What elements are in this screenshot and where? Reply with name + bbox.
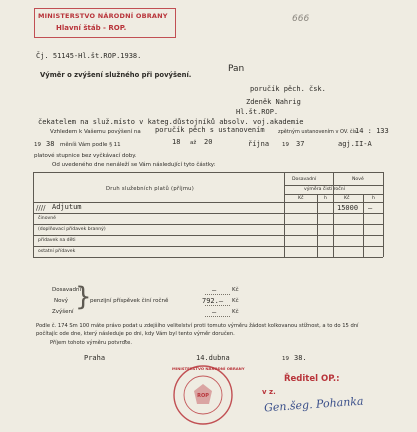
col-new: Nové bbox=[352, 177, 364, 182]
allowance-currency: Kč bbox=[232, 309, 239, 315]
col-new-kc: Kč bbox=[344, 196, 350, 201]
para-date-from: 18 bbox=[172, 138, 181, 146]
signature: Gen.šeg. Pohanka bbox=[263, 394, 364, 415]
allowance-change-label: Zvýšení bbox=[52, 309, 74, 315]
appeal-paragraph: Podle č. 174 Sm 100 máte právo podat u zdejšího velitelství proti tomuto výměru žádost kolkovanou stížnost, a to do 15 dní počítajíc ode dne, který následuje po dni, kdy Vám byl tento výměr doručen. bbox=[36, 323, 359, 337]
ov-number: 14 : 133 bbox=[355, 127, 389, 135]
allowance-change-value: — bbox=[212, 308, 217, 316]
addressee-line2: Zdeněk Nahrig bbox=[246, 98, 301, 106]
allowance-currency: Kč bbox=[232, 287, 239, 293]
col-before-h: h bbox=[324, 196, 327, 201]
month-year-pre: 19 bbox=[282, 142, 289, 148]
round-stamp-center: ROP bbox=[197, 393, 209, 399]
allowance-brace: } bbox=[75, 282, 92, 312]
round-stamp-text: MINISTERSTVO NÁRODNÍ OBRANY bbox=[172, 366, 245, 371]
payroll-text: platové stupnice bez vyčkávací doby. bbox=[34, 153, 137, 159]
promoted-pre: Vzhledem k Vašemu povýšení na bbox=[50, 129, 141, 135]
table-row-label: přídavek na děti bbox=[38, 238, 76, 243]
allowance-currency: Kč bbox=[232, 298, 239, 304]
addressee-line3: Hl.št.ROP. bbox=[236, 108, 279, 116]
receipt-text: Příjem tohoto výměru potvrďte. bbox=[50, 340, 132, 346]
col-before-kc: Kč bbox=[298, 196, 304, 201]
month-suffix: agj.II-A bbox=[338, 140, 372, 148]
table-row-label: Adjutum bbox=[52, 203, 82, 211]
addressee-line1: poručík pěch. čsk. bbox=[250, 85, 326, 93]
month-year: 37 bbox=[296, 140, 305, 148]
promoted-rank: poručík pěch s ustanovením bbox=[155, 126, 265, 134]
allowance-before-value: — bbox=[212, 286, 217, 294]
allowance-before-label: Dosavadní bbox=[52, 287, 81, 293]
issue-year: 38. bbox=[294, 354, 307, 362]
table-row-label: ostatní přídavek bbox=[38, 249, 76, 254]
promoted-post: zpětným ustanovením v OV. čís. bbox=[278, 129, 359, 135]
table-cell-new-kc: 15000 bbox=[337, 204, 359, 212]
table-row-label: (doplňovací přídavek branný) bbox=[38, 227, 106, 232]
table-cell-new-h: — bbox=[368, 204, 373, 212]
table-row-label: činovné bbox=[38, 216, 56, 221]
col-description: Druh služebních platů (příjmu) bbox=[106, 186, 195, 192]
strike-mark: //// bbox=[36, 204, 46, 212]
ministry-stamp-line1: MINISTERSTVO NÁRODNÍ OBRANY bbox=[38, 12, 168, 20]
director-stamp: Ředitel OP.: bbox=[284, 374, 340, 384]
city: Praha bbox=[84, 354, 106, 362]
document-title: Výměr o zvýšení služného při povýšení. bbox=[40, 71, 192, 79]
director-stamp-sub: v z. bbox=[262, 388, 276, 396]
para-date-sep: až bbox=[190, 140, 197, 146]
rank-sentence: čekatelem na služ.místo v kateg.důstojníků absolv. voj.akademie bbox=[38, 118, 304, 126]
col-new-h: h bbox=[372, 196, 375, 201]
paragraph-text: měníš Vám podle § 11 bbox=[60, 142, 121, 148]
para-date-to: 20 bbox=[204, 138, 213, 146]
from-date-text: Od uvedeného dne nenáleží se Vám následující tyto částky: bbox=[52, 162, 216, 168]
salutation: Pan bbox=[228, 64, 245, 74]
allowance-new-label: Nový bbox=[54, 298, 68, 304]
issue-year-pre: 19 bbox=[282, 356, 289, 362]
issue-date: 14.dubna bbox=[196, 354, 230, 362]
allowance-text: penzijní příspěvek činí ročně bbox=[90, 298, 169, 304]
month: října bbox=[248, 140, 270, 148]
col-sub: výměra čistí roční bbox=[304, 187, 345, 192]
pencil-number: 666 bbox=[292, 14, 310, 24]
col-before: Dosavadní bbox=[292, 177, 317, 182]
year-pre: 19 bbox=[34, 142, 41, 148]
ministry-stamp-line2: Hlavní štáb - ROP. bbox=[56, 24, 127, 32]
reference-number: Čj. 51145-Hl.št.ROP.1938. bbox=[36, 52, 142, 60]
allowance-new-value: 792.— bbox=[202, 297, 224, 305]
year-value: 38 bbox=[46, 140, 55, 148]
